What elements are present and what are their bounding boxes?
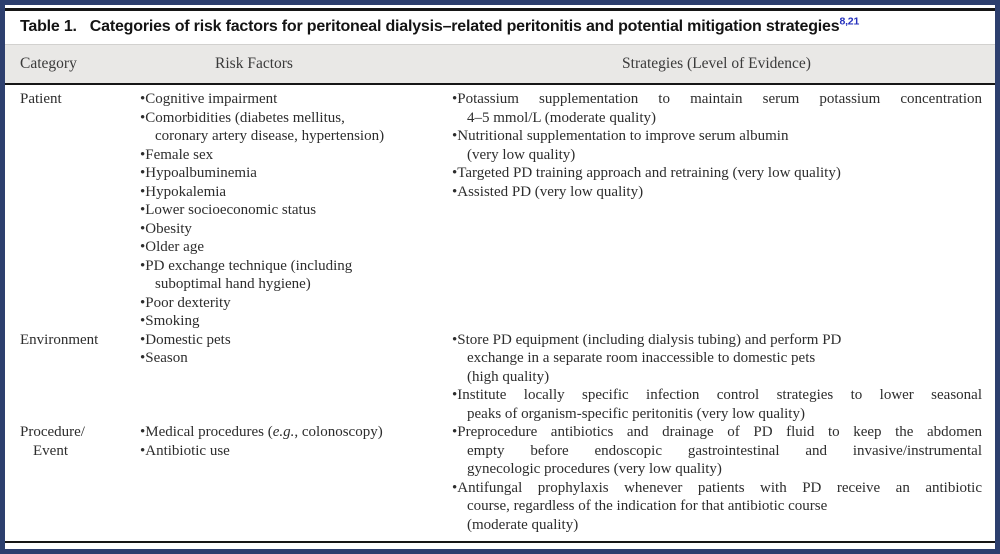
table-caption: Categories of risk factors for peritoneal dialysis–related peritonitis and potential mitigation strategies [89,18,840,35]
strategies-cell [452,423,985,534]
item-line-continuation: empty before endoscopic gastrointestinal and invasive/instrumental [467,442,982,459]
risk-factor-item [140,349,452,368]
risk-factor-item [140,90,452,109]
item-line-first: • Female sex [153,146,452,165]
item-line-first: • Targeted PD training approach and retraining (very low quality) [465,164,982,183]
item-line-first: • Older age [153,238,452,257]
item-line-first: • Medical procedures (e.g., colonoscopy) [153,423,452,442]
item-line-continuation: (moderate quality) [467,516,579,533]
item-line-first: • Season [153,349,452,368]
category-cell [20,331,140,350]
item-line-first: • Lower socioeconomic status [153,201,452,220]
strategies-cell [452,90,985,201]
item-line-continuation: exchange in a separate room inaccessible to domestic pets [467,350,816,366]
item-line-first: • Antifungal prophylaxis whenever patients with PD receive an antibiotic [465,479,982,498]
risk-factor-item-list [140,423,452,460]
risk-factors-cell [140,90,452,331]
strategy-item-list [452,423,982,534]
risk-factor-item [140,238,452,257]
reference-superscript[interactable]: 8,21 [839,15,860,28]
risk-factor-item [140,331,452,350]
bottom-rule [5,541,995,543]
item-line-first: • Preprocedure antibiotics and drainage of PD fluid to keep the abdomen [465,423,982,442]
table-row [20,331,985,424]
item-line-first: • Obesity [153,220,452,239]
item-line-first: • Antibiotic use [153,442,452,461]
item-line-first: • Institute locally specific infection control strategies to lower seasonal [465,386,982,405]
item-line-first: • Store PD equipment (including dialysis tubing) and perform PD [465,331,982,350]
table-row [20,423,985,534]
item-line-continuation: 4–5 mmol/L (moderate quality) [467,109,656,126]
category-label: Patient [20,91,62,107]
risk-factor-item [140,183,452,202]
category-label: Procedure/ [20,424,85,440]
item-line-first: • Assisted PD (very low quality) [465,183,982,202]
category-label: Event [33,442,68,459]
strategy-item [452,127,982,164]
risk-factor-item [140,442,452,461]
strategy-item [452,386,982,423]
risk-factor-item [140,164,452,183]
category-label: Environment [20,331,99,348]
item-line-continuation: (very low quality) [467,146,576,163]
risk-factor-item [140,109,452,146]
category-cell [20,423,140,460]
strategy-item [452,331,982,387]
item-line-first: • Poor dexterity [153,294,452,313]
strategy-item [452,423,982,479]
item-line-first: • Cognitive impairment [153,90,452,109]
item-line-first: • Hypoalbuminemia [153,164,452,183]
strategy-item-list [452,90,982,201]
category-cell [20,90,140,109]
strategy-item [452,164,982,183]
risk-factor-item [140,423,452,442]
risk-factor-item [140,146,452,165]
risk-factor-item [140,257,452,294]
risk-factor-item-list [140,90,452,331]
risk-factor-item [140,294,452,313]
item-line-first: • PD exchange technique (including [153,257,452,276]
column-header-row [5,44,995,85]
item-line-first: • Smoking [153,312,452,331]
item-line-first: • Hypokalemia [153,183,452,202]
item-line-continuation: suboptimal hand hygiene) [155,276,311,292]
item-line-first: • Potassium supplementation to maintain serum potassium concentration [465,90,982,109]
table-row [20,90,985,331]
item-line-first: • Domestic pets [153,331,452,350]
item-line-continuation: coronary artery disease, hypertension) [155,128,385,144]
strategies-cell [452,331,985,424]
risk-factors-cell [140,331,452,368]
header-risk-factors: Risk Factors [215,55,293,72]
item-line-continuation: (high quality) [467,368,550,385]
item-line-first: • Comorbidities (diabetes mellitus, [153,109,452,128]
risk-factor-item [140,220,452,239]
table-body [5,85,995,541]
risk-factor-item [140,201,452,220]
item-line-continuation: course, regardless of the indication for that antibiotic course [467,498,828,514]
risk-factors-cell [140,423,452,460]
strategy-item [452,90,982,127]
strategy-item [452,183,982,202]
item-line-continuation: peaks of organism-specific peritonitis (very low quality) [467,405,805,422]
header-strategies: Strategies (Level of Evidence) [622,55,811,72]
item-line-continuation: gynecologic procedures (very low quality) [467,461,722,477]
table-title [5,11,995,44]
risk-factor-item [140,312,452,331]
header-category: Category [20,55,77,72]
table-number: Table 1. [20,18,77,35]
strategy-item [452,479,982,535]
strategy-item-list [452,331,982,424]
risk-factor-item-list [140,331,452,368]
item-line-first: • Nutritional supplementation to improve serum albumin [465,127,982,146]
